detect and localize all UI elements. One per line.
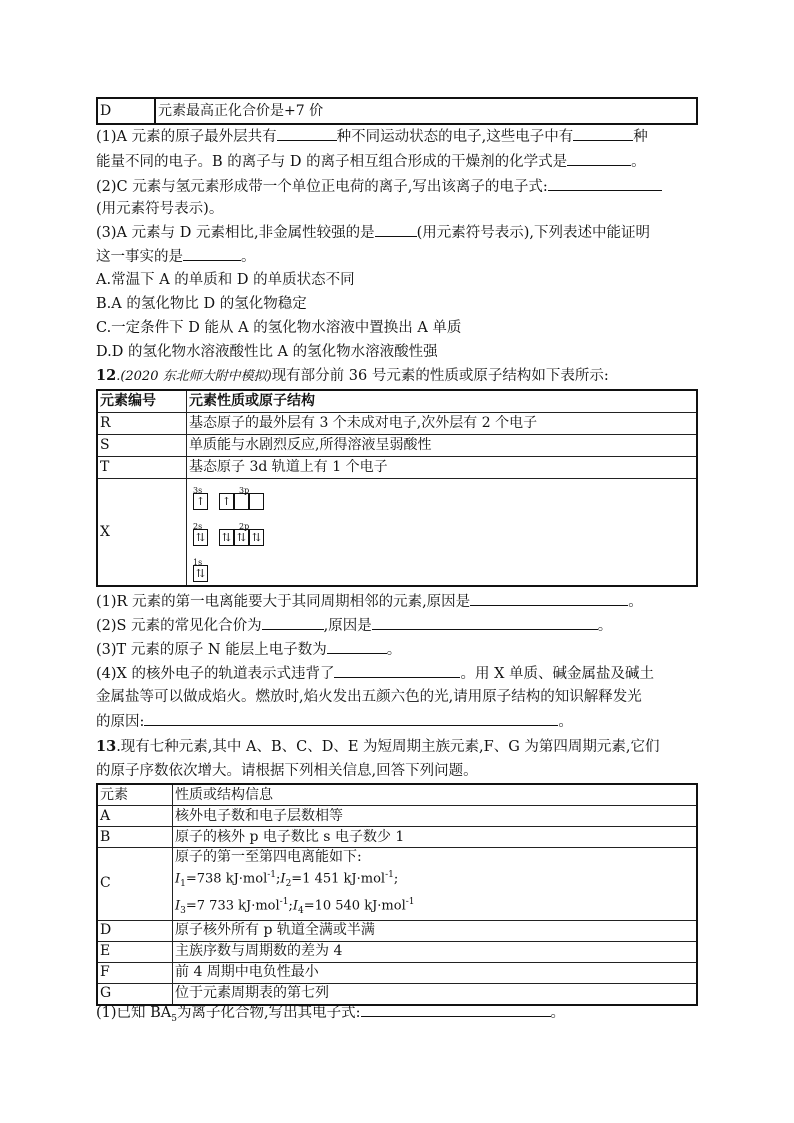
q11-option-c: C.一定条件下 D 能从 A 的氢化物水溶液中置换出 A 单质 xyxy=(96,320,462,336)
cell-info: 基态原子 3d 轨道上有 1 个电子 xyxy=(187,457,698,479)
table-row xyxy=(97,806,697,827)
cell-code: G xyxy=(97,983,173,1005)
cell-info: 原子核外所有 p 轨道全满或半满 xyxy=(173,920,698,941)
table-row xyxy=(97,920,697,941)
cell-code: S xyxy=(97,435,187,457)
cell-info: 前 4 周期中电负性最小 xyxy=(173,962,698,983)
q12-part4-line2: 金属盐等可以做成焰火。燃放时,焰火发出五颜六色的光,请用原子结构的知识解释发光 xyxy=(96,689,642,705)
cell-code: A xyxy=(97,806,173,827)
cell-info: 位于元素周期表的第七列 xyxy=(173,983,698,1005)
q13-element-table xyxy=(96,783,698,1006)
header-code: 元素 xyxy=(97,784,173,806)
cell-info: 主族序数与周期数的差为 4 xyxy=(173,941,698,962)
q11-option-d: D.D 的氢化物水溶液酸性比 A 的氢化物水溶液酸性强 xyxy=(96,344,438,360)
q11-option-a: A.常温下 A 的单质和 D 的单质状态不同 xyxy=(96,272,355,288)
cell-info: 基态原子的最外层有 3 个未成对电子,次外层有 2 个电子 xyxy=(187,413,698,435)
q11-part1-line2: 能量不同的电子。B 的离子与 D 的离子相互组合形成的干燥剂的化学式是 。 xyxy=(96,151,646,172)
orbital-diagram-cell xyxy=(187,479,698,587)
label-3p: 3p xyxy=(239,486,250,495)
question-number: 13 xyxy=(96,738,117,755)
answer-blank[interactable] xyxy=(327,639,387,654)
cell-code: D xyxy=(97,920,173,941)
answer-blank[interactable] xyxy=(262,615,324,630)
orbital-box: ↑ xyxy=(219,493,234,510)
orbital-box: ⇅ xyxy=(193,565,208,582)
question-source: .(2020 东北师大附中模拟) xyxy=(116,369,272,384)
q12-part2: (2)S 元素的常见化合价为 ,原因是 。 xyxy=(96,615,612,636)
q12-part4-line3: 的原因: 。 xyxy=(96,711,573,732)
ionization-values-2: $I_3=7$ 733 $kJ\cdot mol^{-1};I_4=10$ 540 kJ·mol$^{-1}$ xyxy=(175,896,415,916)
orbital-box xyxy=(234,493,249,510)
label-2p: 2p xyxy=(239,522,250,531)
cell-code: T xyxy=(97,457,187,479)
label-2s: 2s xyxy=(193,522,203,531)
cell-code: R xyxy=(97,413,187,435)
table-row xyxy=(97,962,697,983)
table-row xyxy=(97,848,697,921)
cell-info: 元素最高正化合价是+7 价 xyxy=(155,98,697,124)
header-info: 性质或结构信息 xyxy=(173,784,698,806)
q12-element-table xyxy=(96,389,698,587)
table-row xyxy=(97,435,697,457)
cell-info: 核外电子数和电子层数相等 xyxy=(173,806,698,827)
ionization-intro: 原子的第一至第四电离能如下: xyxy=(175,849,362,865)
answer-blank[interactable] xyxy=(277,126,337,141)
table-row xyxy=(97,413,697,435)
orbital-box: ⇅ xyxy=(234,529,249,546)
q11-part3-line2: 这一事实的是 。 xyxy=(96,246,256,267)
table-row xyxy=(97,827,697,848)
answer-blank[interactable] xyxy=(470,591,628,606)
orbital-box xyxy=(249,493,264,510)
cell-code: B xyxy=(97,827,173,848)
header-code: 元素编号 xyxy=(97,390,187,413)
answer-blank[interactable] xyxy=(567,151,631,166)
q12-header: 12.(2020 东北师大附中模拟)现有部分前 36 号元素的性质或原子结构如下表所示: xyxy=(96,367,609,384)
q11-table-tail xyxy=(96,97,698,125)
answer-blank[interactable] xyxy=(361,1002,551,1017)
q12-part1: (1)R 元素的第一电离能要大于其同周期相邻的元素,原因是 。 xyxy=(96,591,643,612)
cell-code: E xyxy=(97,941,173,962)
table-row xyxy=(97,98,697,124)
ionization-values-1: $I_1=738$ $kJ\cdot mol^{-1};I_2=1$ 451 kJ·mol$^{-1}$; xyxy=(175,870,399,889)
q11-option-b: B.A 的氢化物比 D 的氢化物稳定 xyxy=(96,296,307,312)
cell-code: C xyxy=(97,848,173,921)
table-row xyxy=(97,479,697,587)
table-header-row xyxy=(97,390,697,413)
q12-part4-line1: (4)X 的核外电子的轨道表示式违背了 。用 X 单质、碱金属盐及碱土 xyxy=(96,663,654,684)
answer-blank[interactable] xyxy=(372,615,598,630)
q11-part2-line1: (2)C 元素与氢元素形成带一个单位正电荷的离子,写出该离子的电子式: xyxy=(96,176,662,197)
question-number: 12 xyxy=(96,367,117,384)
answer-blank[interactable] xyxy=(183,246,241,261)
orbital-box: ⇅ xyxy=(219,529,234,546)
q13-header-line2: 的原子序数依次增大。请根据下列相关信息,回答下列问题。 xyxy=(96,763,478,779)
orbital-box: ⇅ xyxy=(249,529,264,546)
orbital-box: ↑ xyxy=(193,493,208,510)
table-row xyxy=(97,941,697,962)
answer-blank[interactable] xyxy=(144,711,558,726)
table-row xyxy=(97,457,697,479)
header-info: 元素性质或原子结构 xyxy=(187,390,698,413)
table-header-row xyxy=(97,784,697,806)
label-1s: 1s xyxy=(193,558,203,567)
answer-blank[interactable] xyxy=(375,222,417,237)
cell-code: F xyxy=(97,962,173,983)
label-3s: 3s xyxy=(193,486,203,495)
q13-header-line1: 13.现有七种元素,其中 A、B、C、D、E 为短周期主族元素,F、G 为第四周期元素,它们 xyxy=(96,738,660,755)
q12-part3: (3)T 元素的原子 N 能层上电子数为 。 xyxy=(96,639,401,660)
cell-info: 原子的核外 p 电子数比 s 电子数少 1 xyxy=(173,827,698,848)
answer-blank[interactable] xyxy=(573,126,633,141)
cell-info-ionization xyxy=(173,848,698,921)
answer-blank[interactable] xyxy=(334,663,460,678)
q11-part1-line1: (1)A 元素的原子最外层共有 种不同运动状态的电子,这些电子中有 种 xyxy=(96,126,648,147)
cell-info: 单质能与水剧烈反应,所得溶液呈弱酸性 xyxy=(187,435,698,457)
cell-code: D xyxy=(97,98,155,124)
answer-blank[interactable] xyxy=(548,176,662,191)
orbital-box: ⇅ xyxy=(193,529,208,546)
q11-part2-line2: (用元素符号表示)。 xyxy=(96,201,224,217)
q11-part3-line1: (3)A 元素与 D 元素相比,非金属性较强的是 (用元素符号表示),下列表述中能证明 xyxy=(96,222,650,243)
cell-code: X xyxy=(97,479,187,587)
q13-part1: (1)已知 $BA_5$为离子化合物,写出其电子式: 。 xyxy=(96,1002,565,1029)
orbital-diagram xyxy=(189,479,309,585)
